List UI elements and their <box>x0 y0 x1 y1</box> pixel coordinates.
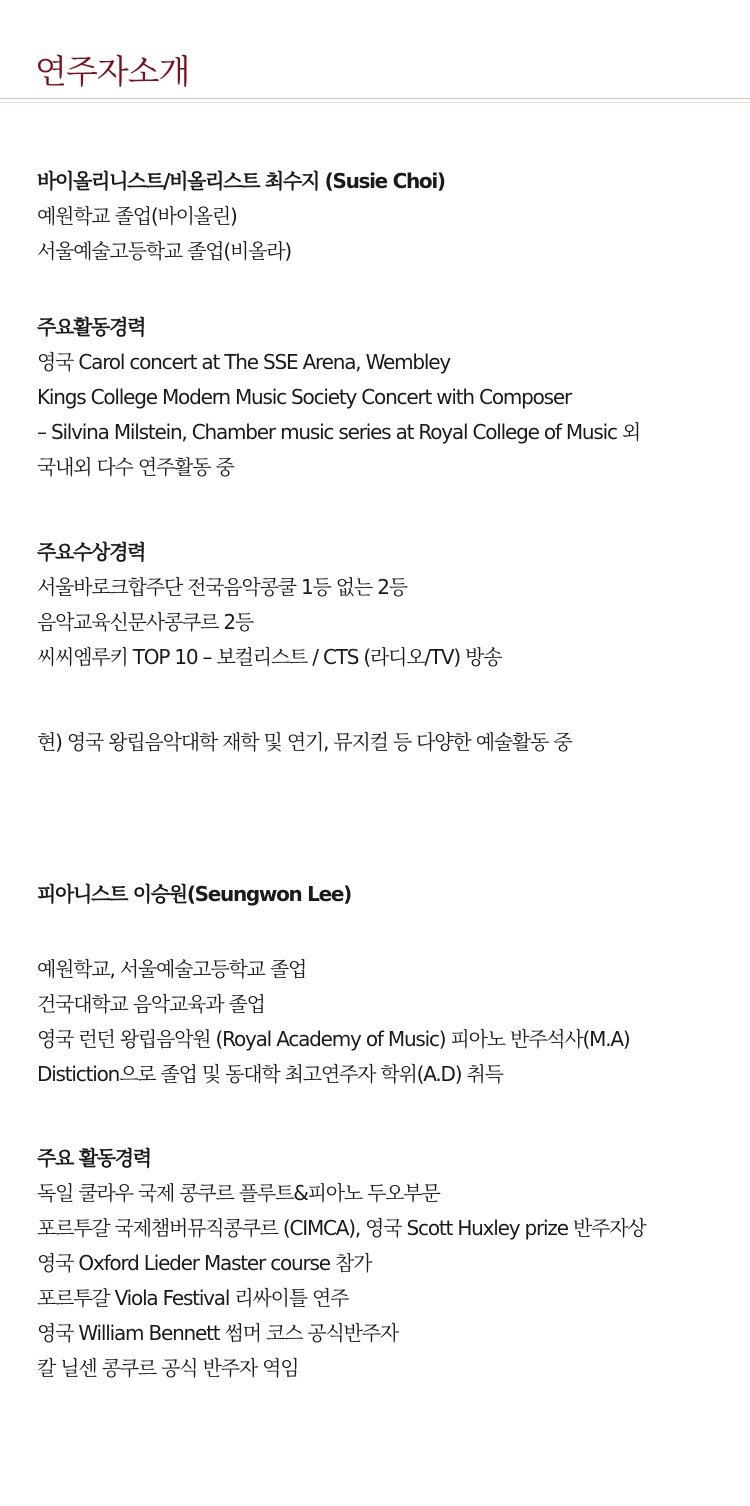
violinist-awards <box>37 535 737 675</box>
pianist-education-item: 예원학교, 서울예술고등학교 졸업 <box>37 957 307 981</box>
violinist-activities <box>37 310 737 485</box>
violinist-activity-item: Kings College Modern Music Society Concert with Composer <box>37 385 572 409</box>
pianist-activity-item: 칼 닐센 콩쿠르 공식 반주자 역임 <box>37 1356 299 1380</box>
violinist-education-item: 서울예술고등학교 졸업(비올라) <box>37 239 291 263</box>
violinist-activities-heading: 주요활동경력 <box>37 315 146 339</box>
pianist-activity-item: 독일 쿨라우 국제 콩쿠르 플루트&피아노 두오부문 <box>37 1181 440 1205</box>
pianist-profile <box>37 877 737 912</box>
pianist-activity-item: 포르투갈 Viola Festival 리싸이틀 연주 <box>37 1286 349 1310</box>
pianist-activity-item: 포르투갈 국제챔버뮤직콩쿠르 (CIMCA), 영국 Scott Huxley prize 반주자상 <box>37 1216 646 1240</box>
pianist-activity-item: 영국 William Bennett 썸머 코스 공식반주자 <box>37 1321 398 1345</box>
violinist-activity-item: 국내외 다수 연주활동 중 <box>37 455 234 479</box>
page-title: 연주자소개 <box>35 52 190 91</box>
violinist-activity-item: – Silvina Milstein, Chamber music series at Royal College of Music 외 <box>37 420 641 444</box>
violinist-awards-heading: 주요수상경력 <box>37 540 146 564</box>
violinist-activity-item: 영국 Carol concert at The SSE Arena, Wembley <box>37 350 450 374</box>
pianist-activity-item: 영국 Oxford Lieder Master course 참가 <box>37 1251 372 1275</box>
title-divider <box>0 98 750 99</box>
title-divider-secondary <box>0 102 750 103</box>
pianist-education-item: 건국대학교 음악교육과 졸업 <box>37 992 265 1016</box>
pianist-activities-heading: 주요 활동경력 <box>37 1146 151 1170</box>
pianist-name: 피아니스트 이승원(Seungwon Lee) <box>37 882 351 906</box>
page-header <box>0 0 750 104</box>
violinist-education-item: 예원학교 졸업(바이올린) <box>37 204 237 228</box>
pianist-activities <box>37 1141 737 1386</box>
violinist-current-status: 현) 영국 왕립음악대학 재학 및 연기, 뮤지컬 등 다양한 예술활동 중 <box>37 730 572 754</box>
pianist-education-item: 영국 런던 왕립음악원 (Royal Academy of Music) 피아노 반주석사(M.A) <box>37 1027 630 1051</box>
violinist-current <box>37 725 737 760</box>
violinist-award-item: 씨씨엠루키 TOP 10 – 보컬리스트 / CTS (라디오/TV) 방송 <box>37 645 502 669</box>
violinist-name: 바이올리니스트/비올리스트 최수지 (Susie Choi) <box>37 169 445 193</box>
violinist-award-item: 음악교육신문사콩쿠르 2등 <box>37 610 254 634</box>
pianist-education-item: Distiction으로 졸업 및 동대학 최고연주자 학위(A.D) 취득 <box>37 1062 503 1086</box>
pianist-education <box>37 952 737 1092</box>
violinist-profile <box>37 164 737 269</box>
violinist-award-item: 서울바로크합주단 전국음악콩쿨 1등 없는 2등 <box>37 575 407 599</box>
